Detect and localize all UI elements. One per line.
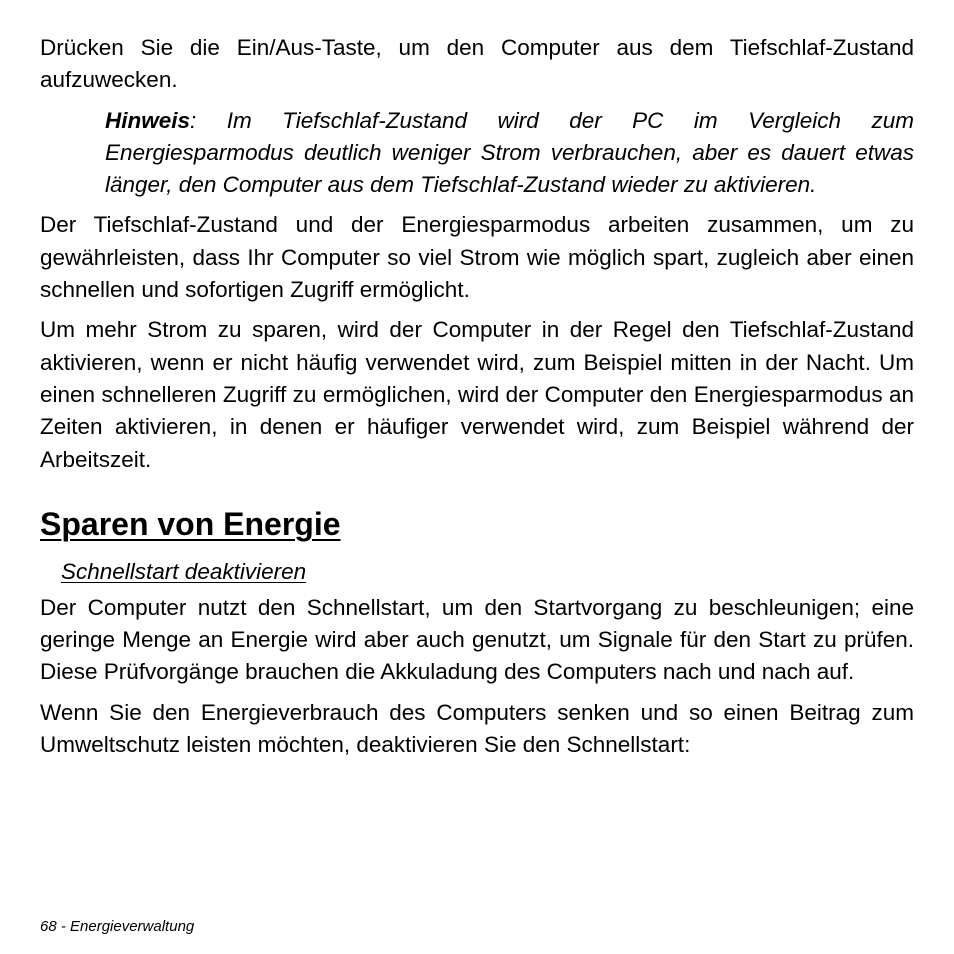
- section-title: Sparen von Energie: [40, 505, 341, 542]
- paragraph-fast-startup: Der Computer nutzt den Schnellstart, um den Startvorgang zu beschleunigen; eine geringe Menge an Energie wird aber auch genutzt, um Signale für den Start zu prüfen. Diese Prüfvorgänge brauchen die Akkuladung des Computers nach und nach auf.: [40, 594, 914, 685]
- note-label: Hinweis: [105, 107, 191, 133]
- note-block: [105, 105, 914, 202]
- paragraph-wake-from-hibernate: Drücken Sie die Ein/Aus-Taste, um den Computer aus dem Tiefschlaf-Zustand aufzuwecken.: [40, 35, 914, 93]
- page-footer: 68 - Energieverwaltung: [40, 918, 195, 935]
- paragraph-hibernate-and-sleep: Der Tiefschlaf-Zustand und der Energiesparmodus arbeiten zusammen, um zu gewährleisten, dass Ihr Computer so viel Strom wie möglich spart, zugleich aber einen schnellen und sofortigen Zugriff ermöglicht.: [40, 212, 914, 303]
- paragraph-save-power: Um mehr Strom zu sparen, wird der Computer in der Regel den Tiefschlaf-Zustand aktivieren, wenn er nicht häufig verwendet wird, zum Beispiel mitten in der Nacht. Um einen schnelleren Zugriff zu ermöglichen, wird der Computer den Energiesparmodus an Zeiten aktivieren, in denen er häufiger verwendet wird, zum Beispiel während der Arbeitszeit.: [40, 317, 914, 472]
- document-page: [40, 32, 914, 769]
- paragraph-disable-fast-startup: Wenn Sie den Energieverbrauch des Computers senken und so einen Beitrag zum Umweltschutz leisten möchten, deaktivieren Sie den Schnellstart:: [40, 699, 914, 758]
- note-text: : Im Tiefschlaf-Zustand wird der PC im Vergleich zum Energiesparmodus deutlich weniger Strom verbrauchen, aber es dauert etwas länger, den Computer aus dem Tiefschlaf-Zustand wieder zu aktivieren.: [105, 107, 914, 198]
- subsection-title: Schnellstart deaktivieren: [61, 558, 307, 584]
